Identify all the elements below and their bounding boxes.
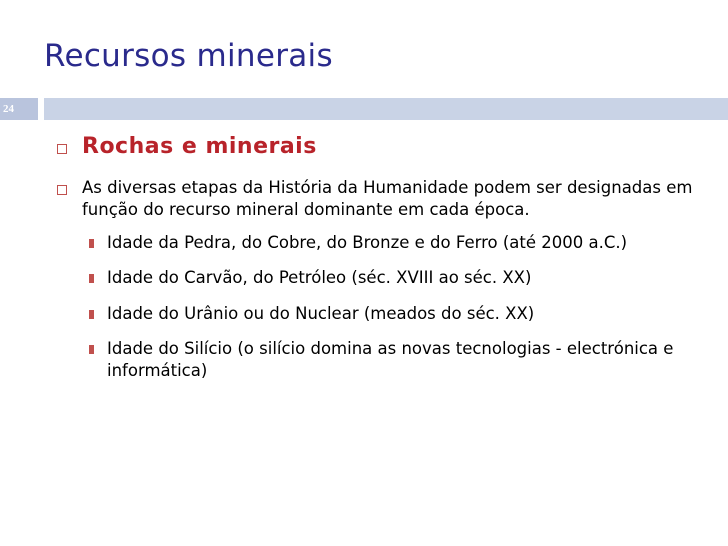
square-bullet-icon [57,144,67,154]
title-divider-bar [44,98,728,120]
small-bullet-icon [89,310,94,319]
sub-bullet-item: Idade do Carvão, do Petróleo (séc. XVIII ao séc. XX) [107,268,532,287]
slide-number: 24 [3,103,14,115]
sub-bullet-item-line-2: informática) [107,361,208,380]
bullet-intro-line-2: função do recurso mineral dominante em cada época. [82,200,530,219]
small-bullet-icon [89,274,94,283]
square-bullet-icon [57,185,67,195]
sub-bullet-item: Idade da Pedra, do Cobre, do Bronze e do Ferro (até 2000 a.C.) [107,233,628,252]
sub-bullet-item: Idade do Urânio ou do Nuclear (meados do séc. XX) [107,304,535,323]
sub-bullet-item-line-1: Idade do Silício (o silício domina as novas tecnologias - electrónica e [107,339,674,358]
bullet-intro-line-1: As diversas etapas da História da Humanidade podem ser designadas em [82,178,693,197]
small-bullet-icon [89,239,94,248]
slide-title: Recursos minerais [44,38,333,74]
small-bullet-icon [89,345,94,354]
bullet-heading: Rochas e minerais [82,134,317,159]
